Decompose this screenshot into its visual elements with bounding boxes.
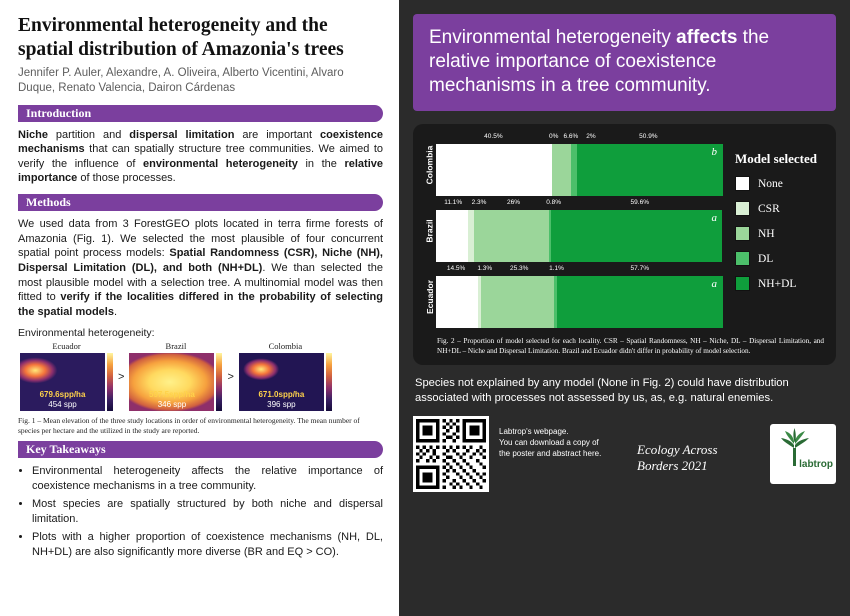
legend-item-dl <box>735 251 826 266</box>
right-column <box>399 0 850 616</box>
value-label: 2.3% <box>471 199 487 207</box>
section-header-label: Key Takeaways <box>26 441 106 456</box>
legend-label: NH <box>758 227 775 240</box>
value-label: 50.9% <box>639 133 658 141</box>
page-title: Environmental heterogeneity and the spatial distribution of Amazonia's trees <box>18 15 344 60</box>
section-header-label: Methods <box>26 195 71 210</box>
legend-item-csr <box>735 201 826 216</box>
legend-swatch-icon <box>735 201 750 216</box>
colorbar <box>216 353 222 411</box>
stacked-bar-chart <box>423 133 723 331</box>
value-label: 14.5% <box>446 265 466 273</box>
legend-label: DL <box>758 252 774 265</box>
qr-caption-line-3: the poster and abstract here. <box>499 449 602 459</box>
separator-gt-2: > <box>227 371 234 384</box>
section-header-key-takeaways <box>18 441 383 458</box>
heatmap-ecuador <box>20 341 113 411</box>
legend-swatch-icon <box>735 251 750 266</box>
headline-banner: Environmental heterogeneity affects the relative importance of coexistence mechanisms in a tree community. <box>413 14 836 111</box>
legend-label: NH+DL <box>758 277 797 290</box>
significance-tag: a <box>711 212 717 225</box>
chart-row-label: Colombia <box>424 145 435 185</box>
value-label: 1.1% <box>549 265 564 273</box>
legend-swatch-icon <box>735 226 750 241</box>
value-label: 26% <box>506 199 520 207</box>
segment-csr <box>468 210 475 262</box>
section-header-label: Introduction <box>26 105 92 120</box>
legend-label: CSR <box>758 202 780 215</box>
heatmap-species: 346 spp <box>157 399 187 409</box>
qr-caption-line-2: You can download a copy of <box>499 437 599 447</box>
figure-1-caption: Fig. 1 – Mean elevation of the three study locations in order of environmental heterogeneity. The mean number of species per hectare and the utilized in the study are reported. <box>18 416 360 436</box>
event-line-1: Ecology Across <box>637 441 718 457</box>
segment-nh <box>481 276 554 328</box>
segment-none <box>436 276 478 328</box>
env-heterogeneity-label: Environmental heterogeneity: <box>18 327 155 340</box>
chart-row-ecuador <box>423 265 723 328</box>
heatmap-density: 671.0spp/ha <box>258 390 305 400</box>
segment-nh <box>552 144 571 196</box>
heatmap-caption: Brazil <box>165 341 187 352</box>
heatmap-caption: Ecuador <box>52 341 81 352</box>
heatmap-caption: Colombia <box>268 341 303 352</box>
methods-text: We used data from 3 ForestGEO plots located in terra firme forests of Amazonia (Fig. 1). We selected the most plausible of four concurrent spatial point process models: Spatial Randomness (CSR), Niche (NH), Dispersal Limitation (DL), and both (NH+DL). We than selected the most plausible model with a selection tree. A multinomial model was then fitted to verify if the localities differed in the probability of selecting the spatial models. <box>18 218 383 318</box>
list-item: • Environmental heterogeneity affects the relative importance of coexistence mechanisms in a tree community. <box>32 464 383 493</box>
value-label: 25.3% <box>510 265 529 273</box>
event-line-2: Borders 2021 <box>637 458 708 473</box>
value-label: 0.8% <box>546 199 562 207</box>
value-label: 1.3% <box>477 265 493 273</box>
legend-item-nh <box>735 226 826 241</box>
legend-item-nhdl <box>735 276 826 291</box>
separator-gt-1: > <box>118 371 125 384</box>
chart-row-value-labels <box>436 133 723 144</box>
event-name <box>637 416 770 475</box>
left-column <box>0 0 399 616</box>
value-label: 6.6% <box>563 133 579 141</box>
logo-text: labtrop <box>799 458 833 470</box>
chart-legend <box>723 133 826 331</box>
heatmap-brazil <box>129 341 222 411</box>
qr-code-icon <box>416 419 486 489</box>
list-item: • Plots with a higher proportion of coexistence mechanisms (NH, DL, NH+DL) are also significantly more diverse (BR and EQ > CO). <box>32 530 383 559</box>
heatmap-image <box>239 353 324 411</box>
value-label: 57.7% <box>630 265 649 273</box>
value-label: 40.5% <box>484 133 503 141</box>
list-item: • Most species are spatially structured by both niche and dispersal limitation. <box>32 497 383 526</box>
figure-2-caption: Fig. 2 – Proportion of model selected for each locality. CSR – Spatial Randomness, NH – Niche, DL – Dispersal Limitation, and NH+DL – Niche and Dispersal Limitation. Brazil and Ecuador didn't differ in probability of model selection. <box>437 337 824 355</box>
note-text: Species not explained by any model (None in Fig. 2) could have distribution associated with processes not assessed by us, as, e.g. natural enemies. <box>415 376 789 404</box>
colorbar <box>107 353 113 411</box>
figure-2-card <box>413 124 836 364</box>
footer <box>413 416 836 492</box>
chart-row-label: Brazil <box>424 219 435 243</box>
legend-item-none <box>735 176 826 191</box>
heatmap-density: 597.5spp/ha <box>149 390 195 400</box>
heatmap-image <box>20 353 105 411</box>
significance-tag: b <box>711 146 717 159</box>
value-label: 11.1% <box>444 199 463 207</box>
chart-bar <box>436 276 723 328</box>
chart-row-value-labels <box>436 199 723 210</box>
significance-tag: a <box>711 278 717 291</box>
section-header-methods <box>18 194 383 211</box>
key-takeaways-list <box>18 464 383 560</box>
chart-row-label: Ecuador <box>424 279 435 314</box>
segment-nhdl <box>557 276 723 328</box>
heatmap-species: 454 spp <box>48 399 77 409</box>
legend-swatch-icon <box>735 276 750 291</box>
segment-none <box>436 144 552 196</box>
figure-1 <box>20 341 372 413</box>
segment-nh <box>474 210 549 262</box>
legend-label: None <box>758 177 783 190</box>
labtrop-logo <box>770 424 836 484</box>
chart-row-colombia <box>423 133 723 196</box>
chart-row-value-labels <box>436 265 723 276</box>
heatmap-density: 679.6spp/ha <box>39 390 86 400</box>
qr-caption <box>489 416 619 460</box>
qr-caption-line-1: Labtrop's webpage. <box>499 426 569 436</box>
heatmap-colombia <box>239 341 332 411</box>
legend-swatch-icon <box>735 176 750 191</box>
chart-bar <box>436 210 723 262</box>
heatmap-species: 396 spp <box>267 399 296 409</box>
section-header-introduction <box>18 105 383 122</box>
value-label: 59.6% <box>630 199 649 207</box>
heatmap-image <box>129 353 214 411</box>
introduction-text: Niche partition and dispersal limitation are important coexistence mechanisms that can spatially structure tree communities. We aimed to verify the influence of environmental heterogeneity in the relative importance of those processes. <box>18 128 384 185</box>
colorbar <box>326 353 332 411</box>
legend-title: Model selected <box>735 151 817 167</box>
value-label: 0% <box>548 133 559 141</box>
authors: Jennifer P. Auler, Alexandre, A. Oliveira, Alberto Vicentini, Alvaro Duque, Renato Valencia, Dairon Cárdenas <box>18 66 344 95</box>
segment-nhdl <box>551 210 722 262</box>
chart-row-brazil <box>423 199 723 262</box>
value-label: 2% <box>586 133 596 141</box>
qr-code[interactable] <box>413 416 489 492</box>
segment-none <box>436 210 468 262</box>
chart-bar <box>436 144 723 196</box>
segment-nhdl <box>577 144 723 196</box>
